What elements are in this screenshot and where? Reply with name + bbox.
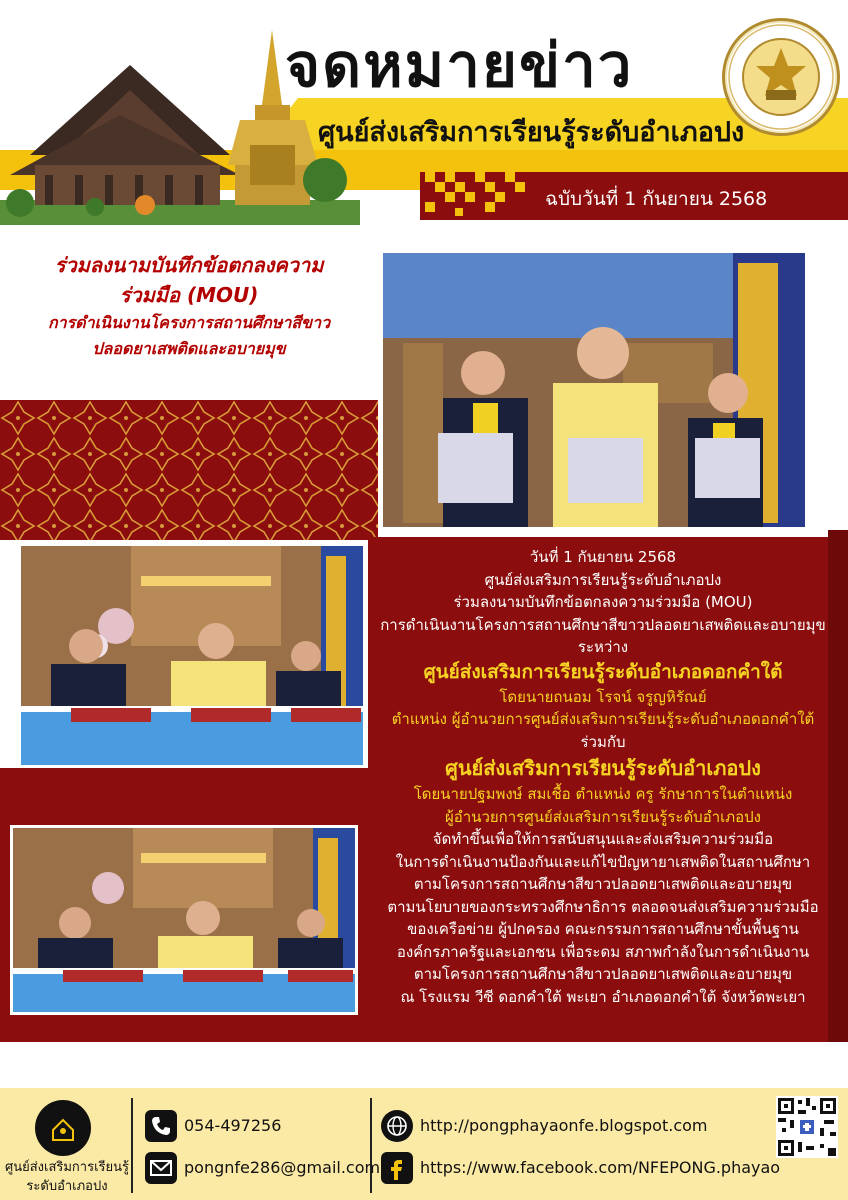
headline-line-2: ร่วมมือ (MOU) bbox=[119, 283, 259, 307]
footer-facebook-link[interactable]: https://www.facebook.com/NFEPONG.phayao bbox=[420, 1158, 781, 1177]
footer-org-name bbox=[4, 1158, 130, 1196]
masthead-title: จดหมายข่าว bbox=[285, 31, 634, 101]
headline-line-3: การดำเนินงานโครงการสถานศึกษาสีขาว bbox=[47, 313, 331, 332]
footer-website-link[interactable]: http://pongphayaonfe.blogspot.com bbox=[420, 1116, 708, 1135]
article-body bbox=[368, 546, 838, 1008]
article-line: ตามโครงการสถานศึกษาสีขาวปลอดยาเสพติดและอบายมุข bbox=[413, 965, 793, 983]
article-location: ณ โรงแรม วีซี ดอกคำใต้ พะเยา อำเภอดอกคำใต้ จังหวัดพะเยา bbox=[400, 987, 806, 1006]
qr-code-icon[interactable] bbox=[776, 1096, 838, 1158]
article-line: ระหว่าง bbox=[577, 638, 629, 656]
article-line: องค์กรภาครัฐและเอกชน เพื่อระดม สภาพกำลังในการดำเนินงาน bbox=[396, 942, 810, 961]
footer-phone[interactable]: 054-497256 bbox=[184, 1116, 282, 1135]
article-line: ในการดำเนินงานป้องกันและแก้ไขปัญหายาเสพติดในสถานศึกษา bbox=[395, 852, 811, 871]
home-logo-icon bbox=[35, 1100, 91, 1156]
article-line: การดำเนินงานโครงการสถานศึกษาสีขาวปลอดยาเสพติดและอบายมุข bbox=[380, 615, 826, 634]
party-1-name: ศูนย์ส่งเสริมการเรียนรู้ระดับอำเภอดอกคำใต้ bbox=[423, 660, 783, 683]
email-icon bbox=[145, 1152, 177, 1184]
article-date: วันที่ 1 กันยายน 2568 bbox=[529, 548, 677, 566]
organization-seal-logo bbox=[722, 18, 840, 136]
facebook-icon bbox=[381, 1152, 413, 1184]
photo-signing-ceremony-main bbox=[380, 250, 808, 530]
article-line: ร่วมลงนามบันทึกข้อตกลงความร่วมมือ (MOU) bbox=[453, 593, 753, 611]
issue-date: ฉบับวันที่ 1 กันยายน 2568 bbox=[545, 188, 768, 210]
party-1-position: ตำแหน่ง ผู้อำนวยการศูนย์ส่งเสริมการเรียนรู้ระดับอำเภอดอกคำใต้ bbox=[391, 710, 815, 728]
article-line: ร่วมกับ bbox=[580, 732, 626, 751]
article-line: จัดทำขึ้นเพื่อให้การสนับสนุนและส่งเสริมความร่วมมือ bbox=[432, 830, 774, 848]
party-1-representative: โดยนายถนอม โรจน์ จรูญหิรัณย์ bbox=[499, 687, 707, 706]
headline-line-1: ร่วมลงนามบันทึกข้อตกลงความ bbox=[54, 253, 324, 277]
party-2-name: ศูนย์ส่งเสริมการเรียนรู้ระดับอำเภอปง bbox=[445, 756, 761, 780]
phone-icon bbox=[145, 1110, 177, 1142]
article-line: ศูนย์ส่งเสริมการเรียนรู้ระดับอำเภอปง bbox=[484, 570, 722, 589]
masthead bbox=[0, 0, 848, 225]
article-line: ตามนโยบายของกระทรวงศึกษาธิการ ตลอดจนส่งเสริมความร่วมมือ bbox=[387, 897, 819, 916]
photo-signing-table-1 bbox=[18, 543, 366, 768]
footer-divider bbox=[131, 1098, 133, 1193]
headline-line-4: ปลอดยาเสพติดและอบายมุข bbox=[92, 338, 286, 358]
footer-divider bbox=[370, 1098, 372, 1193]
pixel-decoration bbox=[425, 172, 535, 218]
footer-org-line-2: ระดับอำเภอปง bbox=[26, 1179, 108, 1194]
footer-email[interactable]: pongnfe286@gmail.com bbox=[184, 1158, 381, 1177]
party-2-representative: โดยนายปฐมพงษ์ สมเชื้อ ตำแหน่ง ครู รักษาการในตำแหน่ง bbox=[413, 785, 793, 803]
footer-org-line-1: ศูนย์ส่งเสริมการเรียนรู้ bbox=[4, 1160, 130, 1175]
web-icon bbox=[381, 1110, 413, 1142]
decorative-pattern-panel bbox=[0, 400, 378, 540]
masthead-subtitle: ศูนย์ส่งเสริมการเรียนรู้ระดับอำเภอปง bbox=[318, 117, 745, 148]
footer-spacer bbox=[0, 1042, 848, 1088]
photo-signing-table-2 bbox=[10, 825, 358, 1015]
party-2-position: ผู้อำนวยการศูนย์ส่งเสริมการเรียนรู้ระดับอำเภอปง bbox=[444, 807, 762, 826]
headline-block bbox=[0, 250, 378, 398]
article-line: ตามโครงการสถานศึกษาสีขาวปลอดยาเสพติดและอบายมุข bbox=[413, 875, 793, 893]
article-line: ของเครือข่าย ผู้ปกครอง คณะกรรมการสถานศึกษาขั้นพื้นฐาน bbox=[407, 920, 799, 938]
